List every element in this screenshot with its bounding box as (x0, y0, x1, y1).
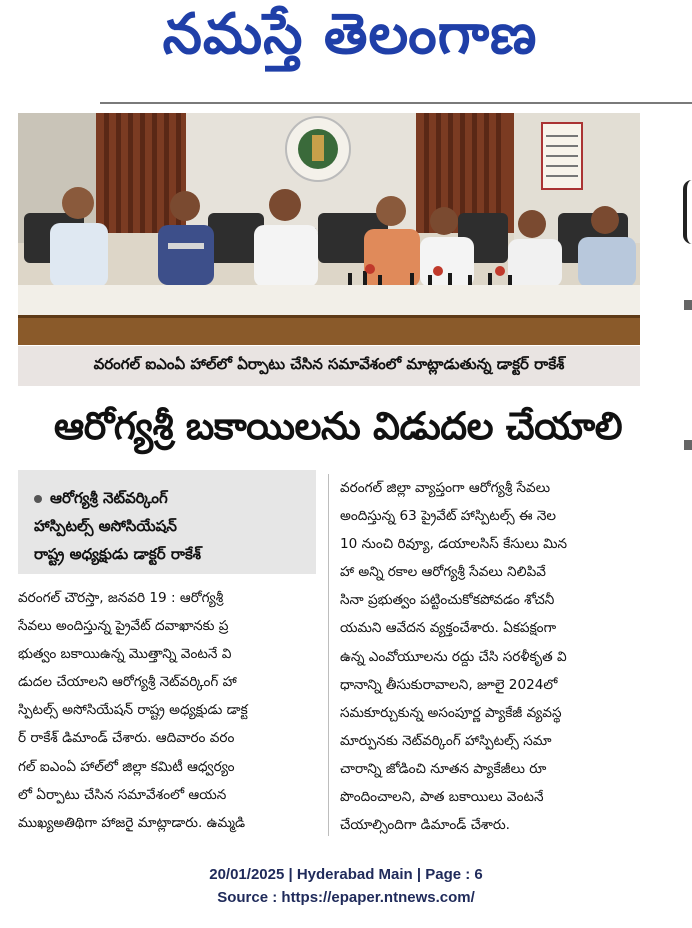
body-line: భుత్వం బకాయిఉన్న మొత్తాన్ని వెంటనే వి (18, 646, 232, 663)
body-line: పొందించాలని, పాత బకాయిలు వెంటనే (340, 789, 544, 806)
news-photo (18, 113, 640, 345)
subdeck-line: హాస్పిటల్స్ అసోసియేషన్ (34, 517, 177, 535)
body-line: ఉన్న ఎంవోయూలను రద్దు చేసి సరళీకృత వి (340, 648, 567, 665)
news-photo-illustration (18, 113, 640, 345)
body-line: ధానాన్ని తీసుకురావాలని, జూలై 2024లో (340, 676, 558, 693)
body-line: అందిస్తున్న 63 ప్రైవేట్ హాస్పిటల్స్ ఈ నెల (340, 508, 557, 525)
edge-mark (684, 300, 692, 310)
body-line: సమకూర్చుకున్న అసంపూర్ణ ప్యాకేజీ వ్యవస్థ (340, 704, 562, 721)
subdeck-line: రాష్ట్ర అధ్యక్షుడు డాక్టర్ రాకేశ్ (34, 545, 202, 563)
body-line: లో ఏర్పాటు చేసిన సమావేశంలో ఆయన (18, 786, 227, 803)
article-subdeck (18, 470, 316, 574)
subdeck-line: ఆరోగ్యశ్రీ నెట్‌వర్కింగ్ (50, 489, 168, 507)
body-line: స్పిటల్స్ అసోసియేషన్ రాష్ట్ర అధ్యక్షుడు డాక్ట (18, 702, 248, 719)
body-line: హా అన్ని రకాల ఆరోగ్యశ్రీ సేవలు నిలిపివే (340, 564, 546, 581)
body-line: సినా ప్రభుత్వం పట్టించుకోకపోవడం శోచనీ (340, 592, 555, 609)
body-line: మార్పునకు నెట్‌వర్కింగ్ హాస్పిటల్స్ సమా (340, 732, 552, 749)
footer-source: Source : https://epaper.ntnews.com/ (217, 889, 475, 906)
article-headline: ఆరోగ్యశ్రీ బకాయిలను విడుదల చేయాలి (53, 404, 623, 448)
article-body-right (340, 474, 640, 839)
body-line: చేయాల్సిందిగా డిమాండ్ చేశారు. (340, 817, 510, 834)
body-line: వరంగల్ చౌరస్తా, జనవరి 19 : ఆరోగ్యశ్రీ (18, 590, 224, 606)
column-divider (328, 474, 329, 836)
body-line: యమని ఆవేదన వ్యక్తంచేశారు. ఏకపక్షంగా (340, 620, 557, 637)
body-line: గల్ ఐఎంఏ హాల్‌లో జిల్లా కమిటీ ఆధ్వర్యం (18, 758, 235, 775)
adjacent-article-edge-2 (683, 260, 692, 660)
body-line: డుదల చేయాలని ఆరోగ్యశ్రీ నెట్‌వర్కింగ్ హా (18, 674, 237, 691)
body-line: సేవలు అందిస్తున్న ప్రైవేట్ దవాఖానకు ప్ర (18, 618, 229, 635)
body-line: ముఖ్యఅతిథిగా హాజరై మాట్లాడారు. ఉమ్మడి (18, 814, 246, 831)
adjacent-article-edge (683, 180, 692, 244)
masthead-title: నమస్తే తెలంగాణ (162, 1, 538, 67)
masthead-rule (100, 102, 692, 104)
photo-caption: వరంగల్ ఐఎంఏ హాల్‌లో ఏర్పాటు చేసిన సమావేశంలో మాట్లాడుతున్న డాక్టర్ రాకేశ్ (18, 346, 640, 386)
footer-dateline: 20/01/2025 | Hyderabad Main | Page : 6 (209, 866, 483, 883)
body-line: 10 నుంచి రివ్యూ, డయాలసిస్ కేసులు మిన (340, 536, 568, 553)
edge-mark (684, 440, 692, 450)
body-line: చారాన్ని జోడించి నూతన ప్యాకేజీలు రూ (340, 760, 547, 777)
bullet-icon (34, 495, 42, 503)
article-body-left (18, 584, 318, 837)
body-line: వరంగల్ జిల్లా వ్యాప్తంగా ఆరోగ్యశ్రీ సేవలు (340, 480, 551, 496)
body-line: ర్ రాకేశ్ డిమాండ్ చేశారు. ఆదివారం వరం (18, 730, 235, 747)
